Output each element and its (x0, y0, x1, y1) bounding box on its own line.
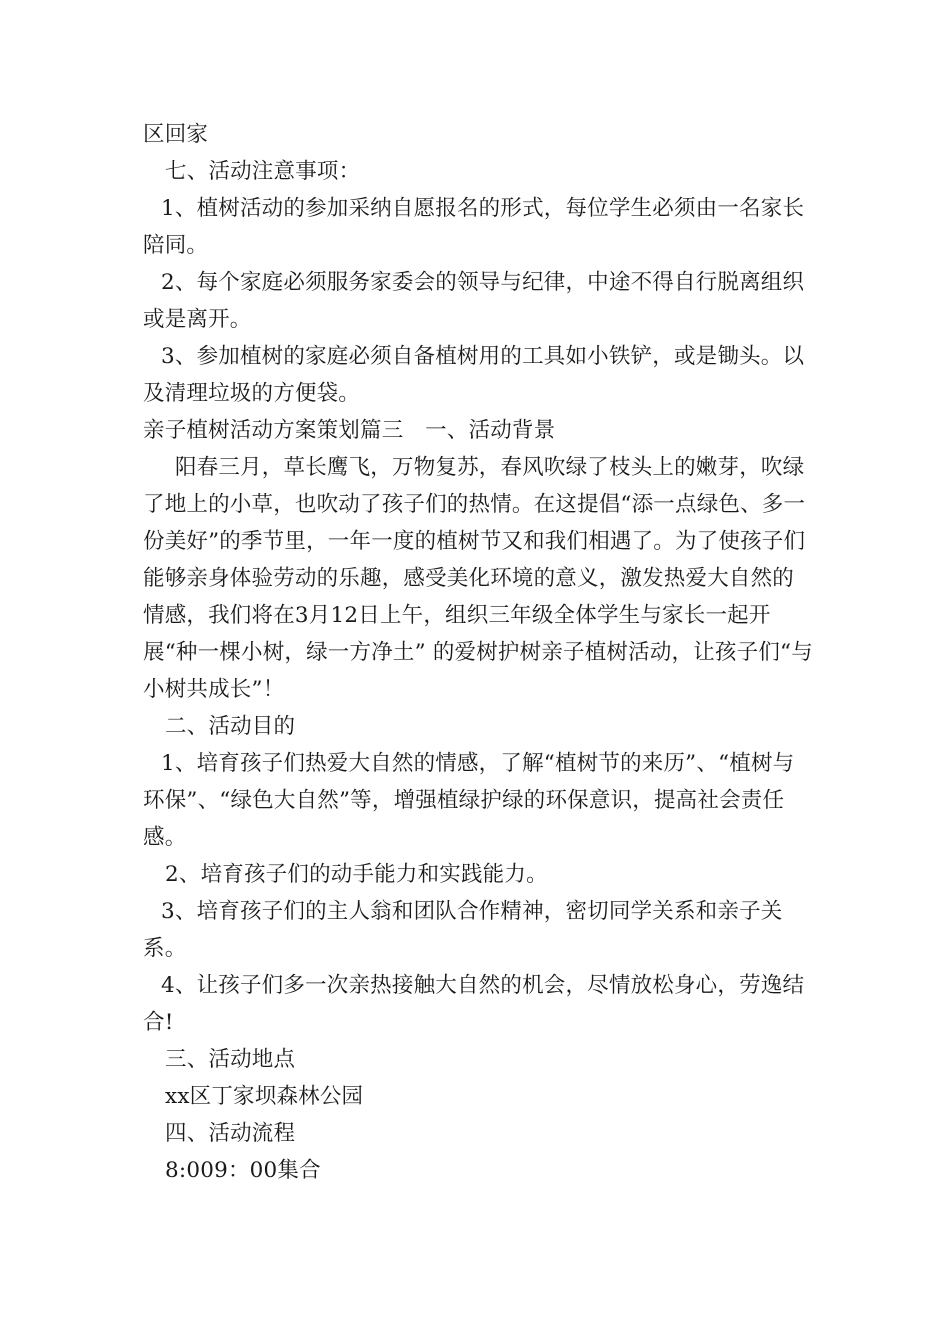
paragraph-continuation: 区回家 (143, 122, 209, 147)
list-item: 1、培育孩子们热爱大自然的情感，了解“植树节的来历”、“植树与环保”、“绿色大自然”等，增强植绿护绿的环保意识，提高社会责任感。 (143, 751, 795, 850)
section-heading-goals: 二、活动目的 (165, 714, 296, 739)
background-paragraph: 阳春三月，草长鹰飞，万物复苏，春风吹绿了枝头上的嫩芽，吹绿了地上的小草，也吹动了孩子们的热情。在这提倡“添一点绿色、多一份美好”的季节里，一年一度的植树节又和我们相遇了。为了使孩子们能够亲身体验劳动的乐趣，感受美化环境的意义，激发热爱大自然的情感，我们将在3月12日上午，组织三年级全体学生与家长一起开展“种一棵小树，绿一方净土” 的爱树护树亲子植树活动，让孩子们“与小树共成长”！ (143, 455, 813, 702)
list-item: 3、参加植树的家庭必须自备植树用的工具如小铁铲，或是锄头。以及清理垃圾的方便袋。 (143, 344, 805, 406)
section-heading-location: 三、活动地点 (165, 1047, 296, 1072)
chapter-heading: 亲子植树活动方案策划篇三 一、活动背景 (143, 418, 556, 443)
section-heading-process: 四、活动流程 (165, 1121, 296, 1146)
list-item: 4、让孩子们多一次亲热接触大自然的机会，尽情放松身心，劳逸结合! (143, 973, 805, 1035)
list-item: 1、植树活动的参加采纳自愿报名的形式，每位学生必须由一名家长陪同。 (143, 196, 805, 258)
document-body (143, 116, 815, 1189)
list-item: 2、培育孩子们的动手能力和实践能力。 (165, 862, 548, 887)
section-heading-precautions: 七、活动注意事项： (165, 159, 361, 184)
list-item: 2、每个家庭必须服务家委会的领导与纪律，中途不得自行脱离组织或是离开。 (143, 270, 805, 332)
location-text: xx区丁家坝森林公园 (165, 1084, 364, 1109)
list-item: 3、培育孩子们的主人翁和团队合作精神，密切同学关系和亲子关系。 (143, 899, 783, 961)
schedule-item: 8:009：00集合 (165, 1158, 321, 1183)
